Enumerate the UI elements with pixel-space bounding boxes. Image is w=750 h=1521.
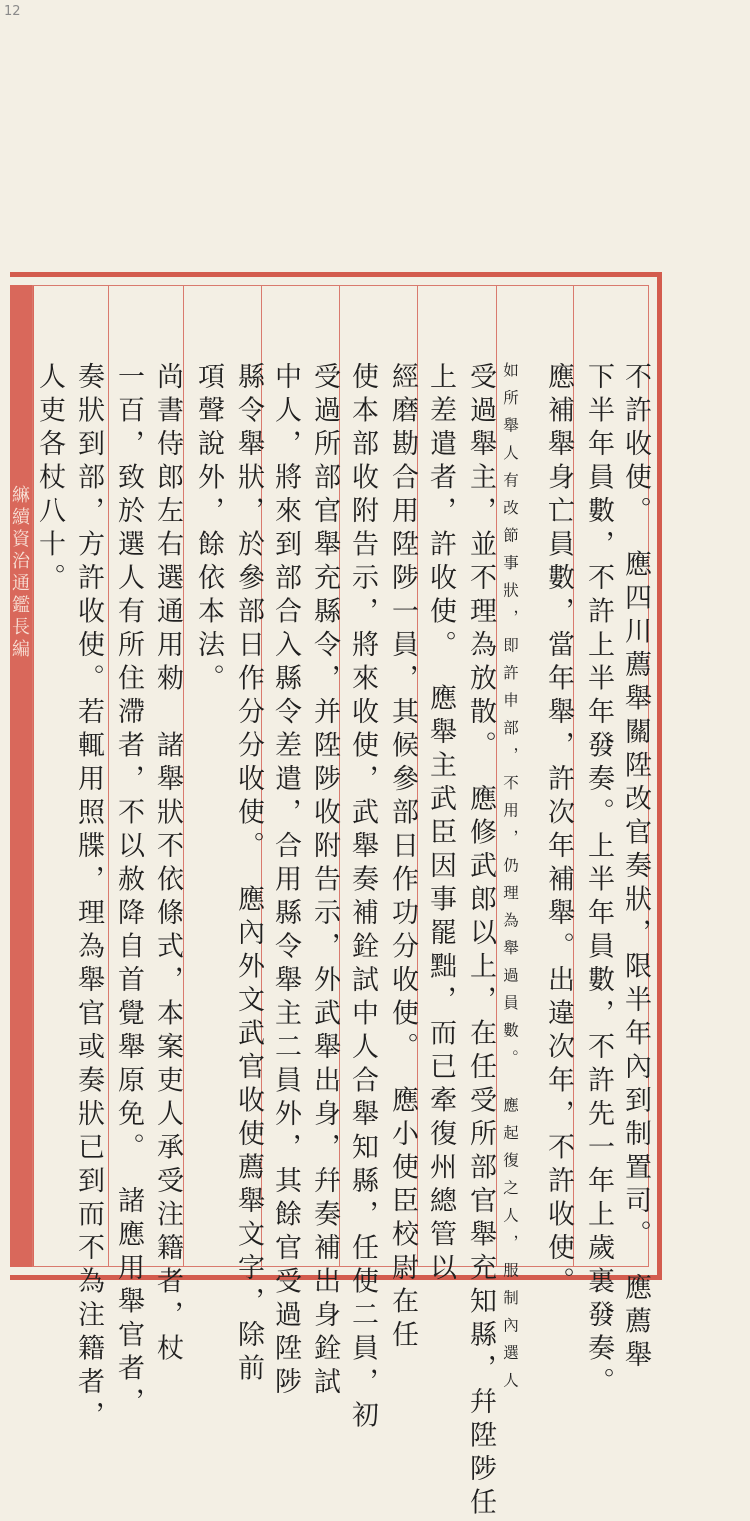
text-column-13: 一百，致於選人有所住滯者，不以赦降自首覺舉原免。 諸應用舉官者， (113, 362, 144, 1421)
annotation-column: 如所舉人有改節事狀，即許申部，不用，仍理為舉過員數。 應起復之人，服制內選人 (501, 362, 519, 1400)
text-column-11: 項聲說外，餘依本法。 (193, 362, 224, 697)
text-column-6: 經磨勘合用陞陟一員，其候參部日作功分收使。 應小使臣校尉在任 (387, 362, 418, 1354)
page-folio: 12 (4, 4, 21, 19)
text-column-4: 受過舉主，並不理為放散。 應修武郎以上，在任受所部官舉充知縣，幷陞陟任 (465, 362, 496, 1521)
text-column-5: 上差遣者，許收使。 應舉主武臣因事罷黜，而已牽復州總管以 (425, 362, 456, 1287)
text-column-1: 不許收使。 應四川薦舉關陞改官奏狀，限半年內到制置司。 應薦舉 (620, 362, 651, 1374)
text-column-9: 中人，將來到部合入縣令差遣，合用縣令舉主二員外，其餘官受過陞陟 (270, 362, 301, 1401)
margin-title: 䌕續資治通鑑長編 (9, 485, 30, 661)
text-column-14: 奏狀到部，方許收使。若輒用照牒，理為舉官或奏狀已到而不為注籍者， (73, 362, 104, 1434)
text-column-15: 人吏各杖八十。 (34, 362, 65, 597)
text-column-3: 應補舉身亡員數，當年舉，許次年補舉。出違次年，不許收使。 (543, 362, 574, 1300)
text-column-10: 縣令舉狀，於參部日作分分收使。 應內外文武官收使薦舉文字，除前 (233, 362, 264, 1387)
text-column-8: 受過所部官舉充縣令，并陞陟收附告示，外武舉出身，幷奏補出身銓試 (309, 362, 340, 1401)
text-column-2: 下半年員數，不許上半年發奏。上半年員數，不許先一年上歲裏發奏。 (583, 362, 614, 1401)
text-column-12: 尚書侍郎左右選通用勑 諸舉狀不依條式，本案吏人承受注籍者，杖 (152, 362, 183, 1367)
text-column-7: 使本部收附告示，將來收使，武舉奏補銓試中人合舉知縣，任使二員，初 (347, 362, 378, 1434)
